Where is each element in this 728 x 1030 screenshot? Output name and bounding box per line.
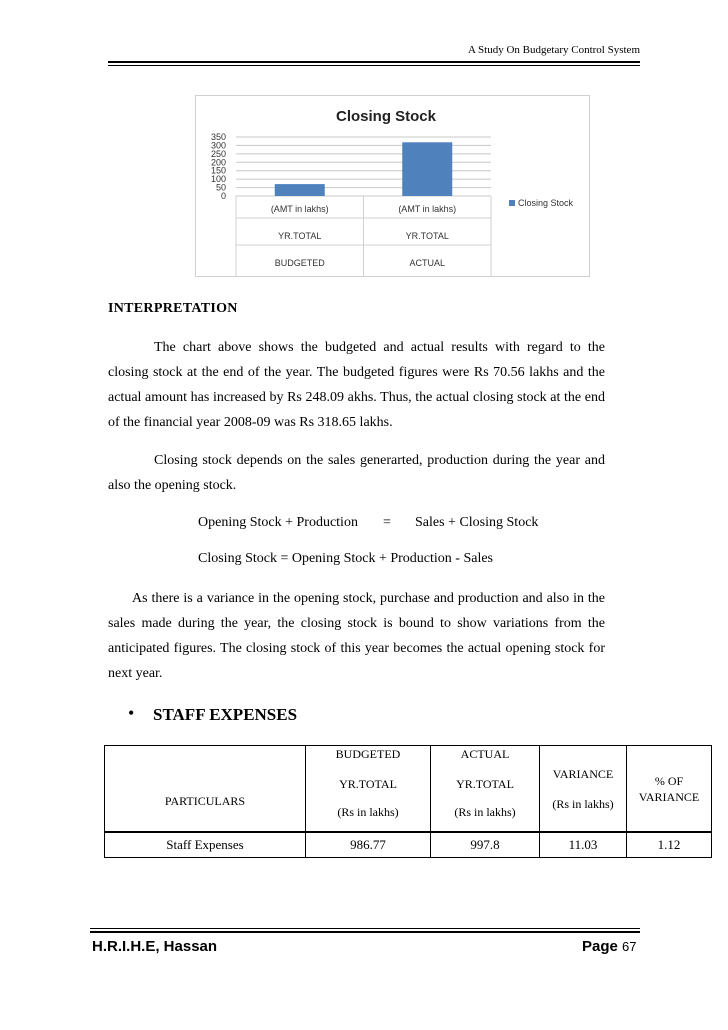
y-tick-label: 100 — [210, 174, 226, 185]
cell-budgeted: 986.77 — [306, 832, 431, 858]
header-actual — [431, 746, 540, 833]
header-budgeted — [306, 746, 431, 833]
y-tick-label: 0 — [220, 191, 226, 201]
y-tick-label: 300 — [210, 140, 226, 151]
x-category-label: YR.TOTAL — [278, 231, 322, 241]
header-text: YR.TOTAL — [456, 777, 514, 791]
y-tick-label: 150 — [210, 165, 226, 176]
header-text: (Rs in lakhs) — [552, 796, 614, 811]
interpretation-heading: INTERPRETATION — [108, 301, 238, 316]
chart-title: Closing Stock — [335, 108, 437, 125]
staff-expenses-table — [104, 745, 712, 858]
header-text: YR.TOTAL — [339, 777, 397, 791]
y-tick-label: 50 — [215, 182, 226, 193]
interpretation-paragraph-2 — [108, 448, 605, 498]
header-text: ACTUAL — [460, 747, 510, 761]
table-header-row — [105, 746, 712, 833]
footer-rule-thin — [90, 928, 640, 929]
paragraph-text: The chart above shows the budgeted and actual results with regard to the closing stock at the end of the year. The budgeted figures were Rs 70.56 lakhs and the actual amount has increased by Rs 248.09 akhs. Thus, the actual closing stock at the end of the financial year 2008-09 was Rs 318.65 lakhs. — [108, 340, 605, 430]
staff-expenses-heading: STAFF EXPENSES — [153, 705, 298, 724]
header-text: (Rs in lakhs) — [454, 805, 516, 819]
chart-canvas — [196, 96, 591, 278]
equation-1-sign: = — [383, 515, 391, 530]
header-text: PARTICULARS — [164, 793, 246, 808]
legend-label: Closing Stock — [518, 198, 574, 208]
interpretation-paragraph-1 — [108, 335, 605, 435]
header-text: BUDGETED — [335, 747, 401, 761]
footer-institution: H.R.I.H.E, Hassan — [92, 938, 218, 955]
equation-2: Closing Stock = Opening Stock + Production - Sales — [198, 551, 494, 566]
legend-swatch — [509, 200, 515, 206]
bar — [402, 142, 452, 196]
bar — [275, 184, 325, 196]
cell-pct: 1.12 — [627, 832, 712, 858]
paragraph-text: Closing stock depends on the sales generarted, production during the year and also the opening stock. — [108, 453, 605, 493]
y-tick-label: 250 — [210, 148, 226, 159]
cell-actual: 997.8 — [431, 832, 540, 858]
header-particulars — [105, 746, 306, 833]
cell-variance: 11.03 — [540, 832, 627, 858]
x-category-label: (AMT in lakhs) — [398, 204, 457, 214]
paragraph-text: As there is a variance in the opening stock, purchase and production and also in the sales made during the year, the closing stock is bound to show variations from the anticipated figures. The closing stock of this year becomes the actual opening stock for next year. — [108, 591, 605, 681]
header-text: VARIANCE — [552, 766, 614, 781]
closing-stock-chart — [195, 95, 590, 277]
footer-rule — [90, 931, 640, 933]
x-category-label: YR.TOTAL — [405, 231, 449, 241]
x-category-label: BUDGETED — [274, 258, 325, 268]
x-category-label: ACTUAL — [409, 258, 446, 268]
page-label: Page — [582, 938, 618, 955]
footer-page — [582, 938, 637, 955]
header-pct-variance — [627, 746, 712, 833]
y-tick-label: 350 — [210, 132, 226, 142]
equation-1-right: Sales + Closing Stock — [415, 515, 539, 530]
header-rule-thin — [108, 65, 640, 66]
cell-particulars: Staff Expenses — [105, 832, 306, 858]
x-category-label: (AMT in lakhs) — [270, 204, 329, 214]
header-text: % OF — [654, 773, 684, 788]
table-row — [105, 832, 712, 858]
header-variance — [540, 746, 627, 833]
running-header: A Study On Budgetary Control System — [467, 44, 640, 56]
interpretation-paragraph-3 — [108, 586, 605, 686]
header-text: (Rs in lakhs) — [337, 805, 399, 819]
header-rule — [108, 61, 640, 63]
y-tick-label: 200 — [210, 157, 226, 168]
equation-1-left: Opening Stock + Production — [198, 515, 358, 530]
bullet-icon: • — [128, 703, 135, 723]
page-number: 67 — [622, 939, 637, 954]
header-text: VARIANCE — [638, 789, 700, 804]
